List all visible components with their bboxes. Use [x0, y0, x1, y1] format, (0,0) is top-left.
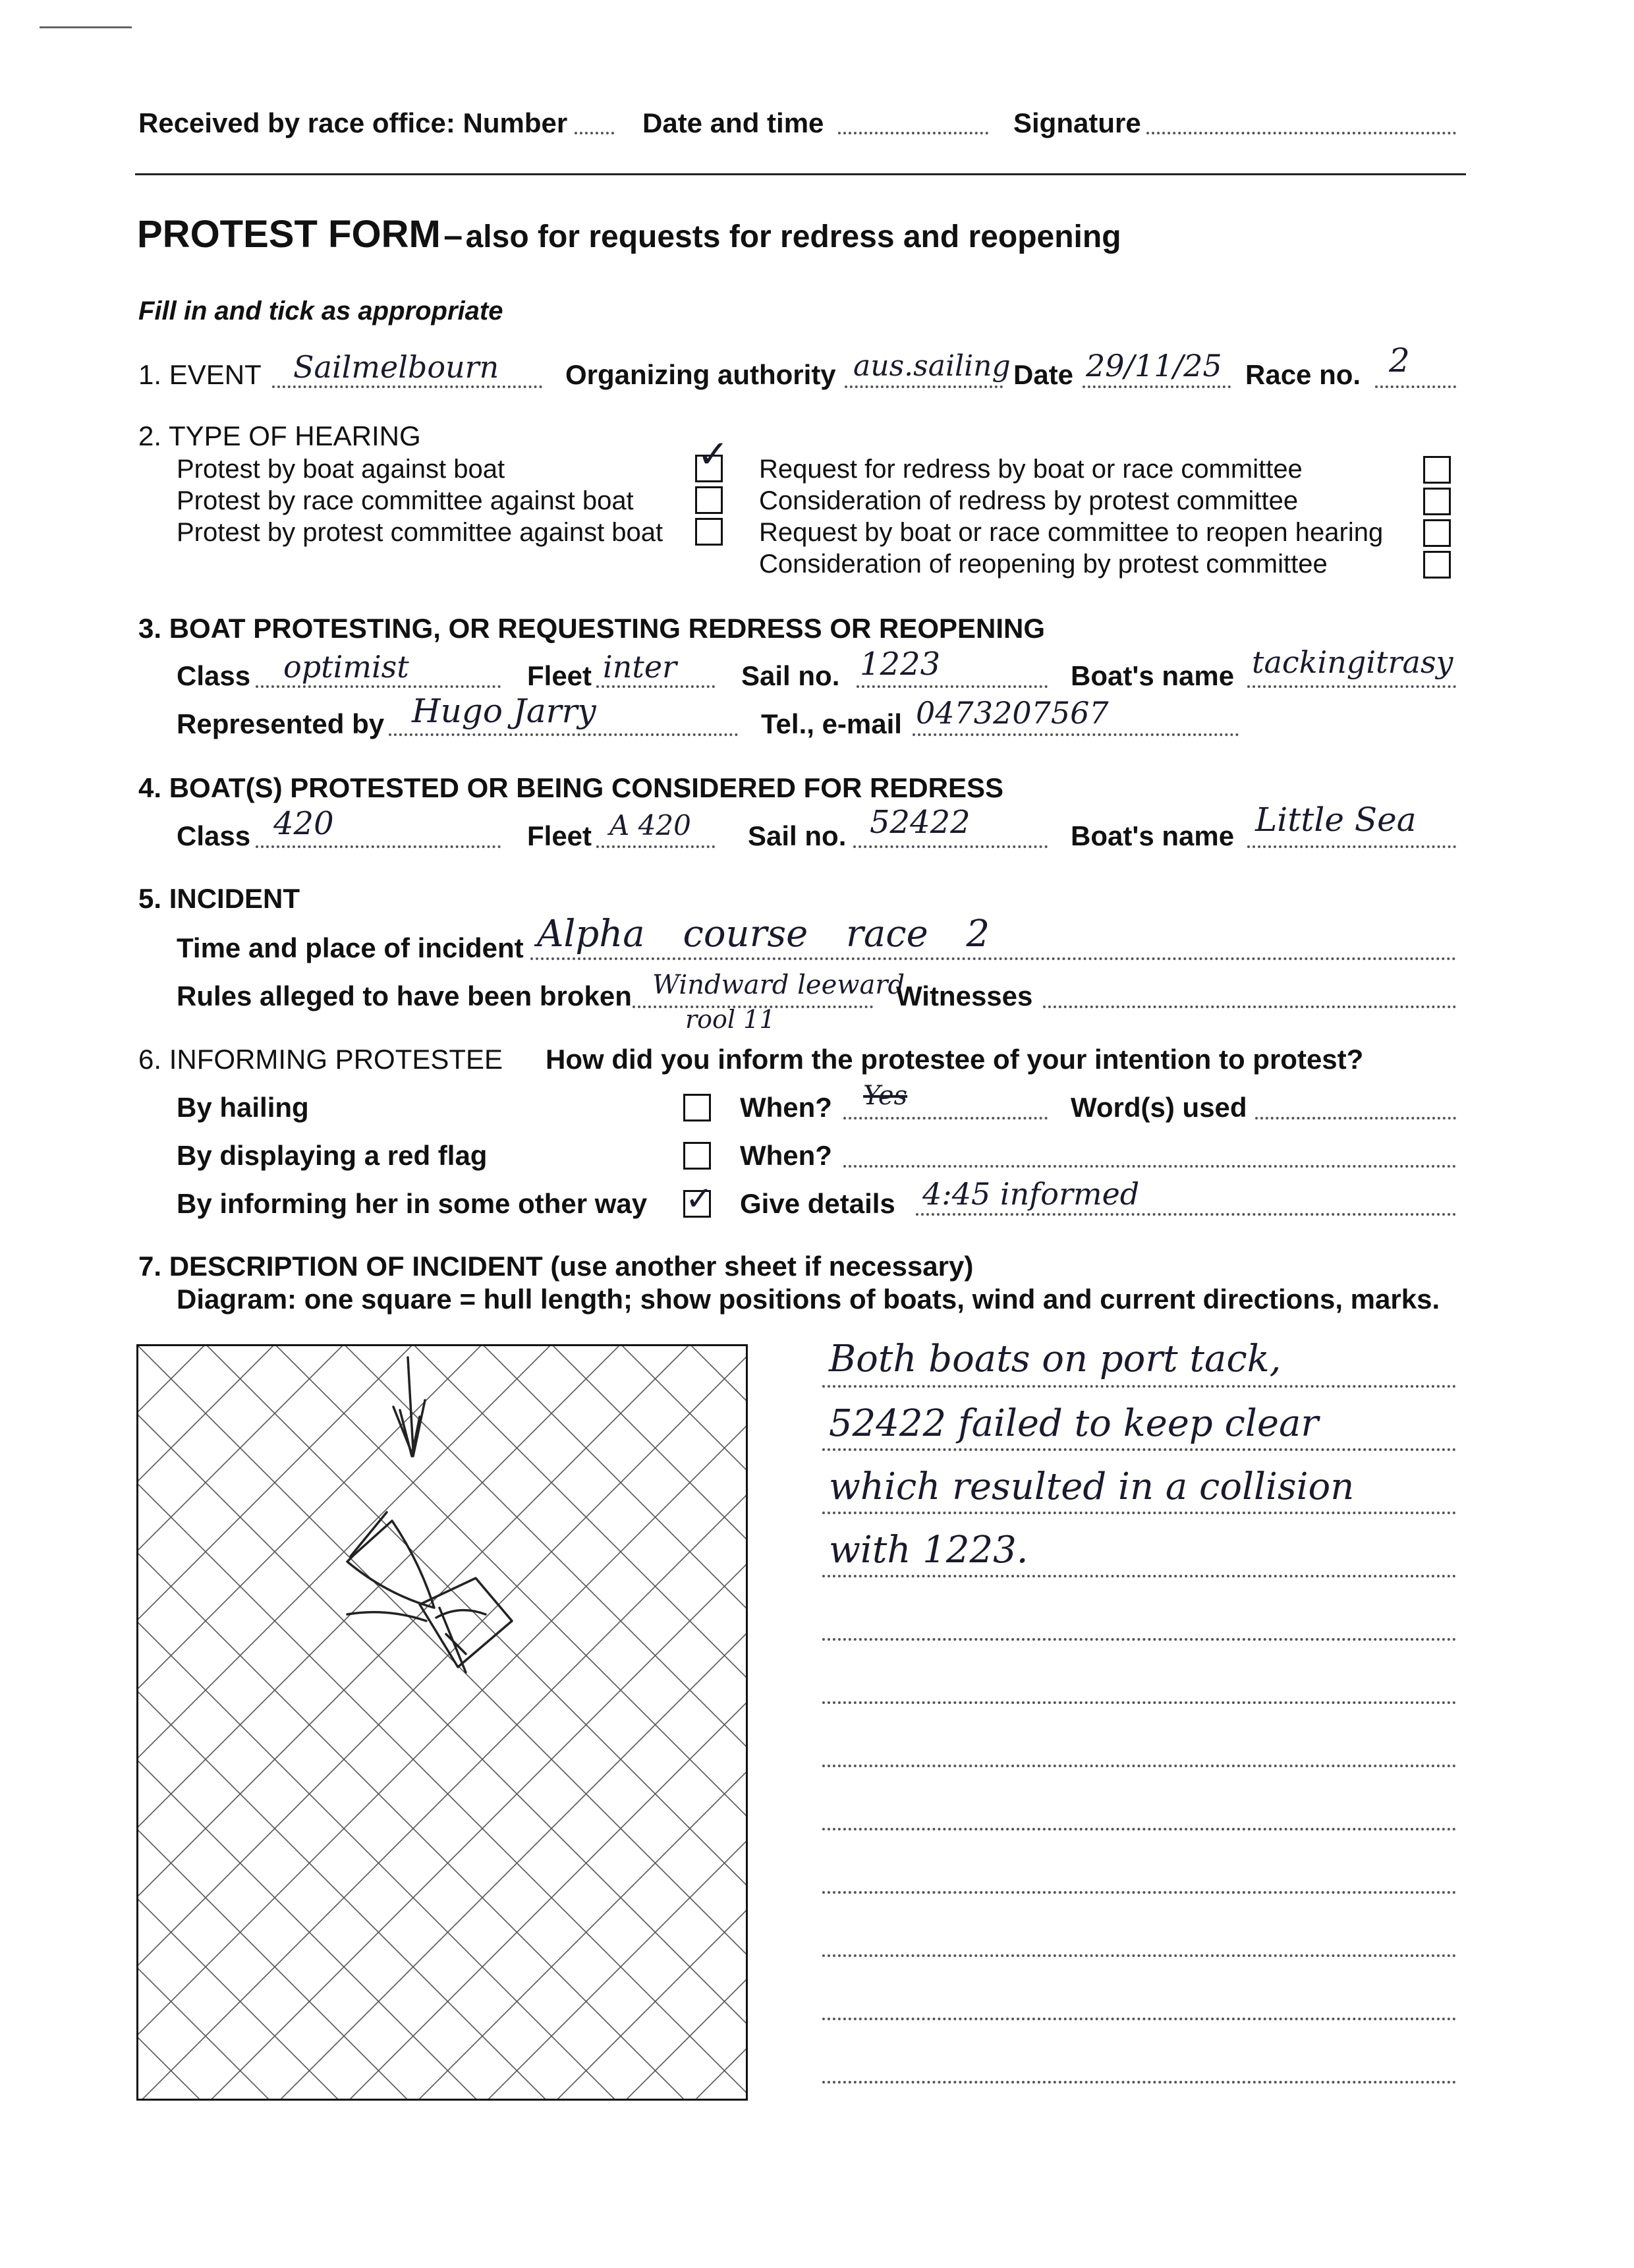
form-title-dash: –	[443, 217, 463, 255]
s5-rules-value-2: rool 11	[685, 1005, 775, 1034]
s5-witness-label: Witnesses	[896, 980, 1033, 1011]
s6-when2-label: When?	[740, 1140, 832, 1171]
s5-time-field[interactable]	[530, 957, 1456, 960]
s6-words-label: Word(s) used	[1071, 1092, 1247, 1123]
s2-heading: 2. TYPE OF HEARING	[138, 420, 421, 451]
s4-name-value: Little Sea	[1255, 801, 1417, 839]
s7-sub: Diagram: one square = hull length; show positions of boats, wind and current directions, marks.	[177, 1284, 1440, 1315]
form-title-sub: also for requests for redress and reopening	[465, 219, 1121, 254]
date-time-field[interactable]	[838, 132, 988, 134]
description-line	[822, 1704, 1456, 1767]
s6-other-label: By informing her in some other way	[177, 1188, 648, 1219]
type-right-0: Request for redress by boat or race committee	[759, 455, 1303, 484]
description-line	[822, 1514, 1456, 1577]
s5-rules-value: Windward leeward	[652, 970, 905, 1000]
description-line	[822, 1830, 1456, 1894]
description-line	[822, 1767, 1456, 1830]
s4-heading: 4. BOAT(S) PROTESTED OR BEING CONSIDERED FOR REDRESS	[138, 772, 1004, 803]
s3-tel-value: 0473207567	[916, 695, 1109, 731]
received-label: Received by race office: Number	[138, 107, 568, 138]
description-line	[822, 1451, 1456, 1514]
type-right-checkbox-1[interactable]	[1423, 488, 1451, 515]
s5-witness-field[interactable]	[1043, 1006, 1456, 1008]
s4-fleet-value: A 420	[609, 809, 691, 841]
type-left-checkbox-2[interactable]	[695, 518, 723, 546]
form-title-main: PROTEST FORM	[137, 213, 441, 256]
s5-time-label: Time and place of incident	[177, 932, 524, 963]
org-value: aus.sailing	[853, 349, 1011, 383]
s6-words-field[interactable]	[1255, 1117, 1456, 1120]
description-area[interactable]	[822, 1324, 1456, 2082]
org-field[interactable]	[845, 385, 1003, 388]
s3-name-field[interactable]	[1247, 685, 1456, 688]
s6-when-label: When?	[740, 1092, 832, 1123]
s3-sail-label: Sail no.	[741, 660, 840, 691]
description-text: which resulted in a collision	[829, 1465, 1355, 1508]
s3-rep-value: Hugo Jarry	[412, 692, 596, 730]
s3-rep-label: Represented by	[177, 708, 385, 739]
s3-rep-field[interactable]	[389, 733, 738, 736]
s4-class-label: Class	[177, 820, 251, 851]
org-label: Organizing authority	[565, 359, 836, 390]
race-value: 2	[1389, 341, 1410, 380]
type-right-checkbox-0[interactable]	[1423, 456, 1451, 484]
type-right-2: Request by boat or race committee to reopen hearing	[759, 518, 1384, 547]
s6-when-field[interactable]	[843, 1117, 1048, 1120]
s3-tel-label: Tel., e-mail	[761, 708, 902, 739]
instruction: Fill in and tick as appropriate	[138, 297, 503, 326]
diagram-svg	[136, 1344, 748, 2101]
race-label: Race no.	[1245, 359, 1361, 390]
s3-name-value: tackingitrasy	[1252, 644, 1453, 680]
event-value: Sailmelbourn	[293, 349, 499, 385]
s6-question: How did you inform the protestee of your intention to protest?	[546, 1044, 1364, 1075]
date-time-label: Date and time	[642, 107, 824, 138]
type-left-2: Protest by protest committee against boat	[177, 518, 663, 547]
date-value: 29/11/25	[1086, 348, 1222, 383]
description-text: with 1223.	[829, 1529, 1028, 1572]
race-field[interactable]	[1375, 385, 1456, 388]
event-label: 1. EVENT	[138, 359, 262, 390]
s4-sail-label: Sail no.	[748, 820, 847, 851]
s3-name-label: Boat's name	[1071, 660, 1235, 691]
s6-when2-field[interactable]	[843, 1165, 1456, 1168]
s4-sail-field[interactable]	[853, 845, 1048, 848]
s6-when-value: Yes	[863, 1081, 908, 1111]
s5-heading: 5. INCIDENT	[138, 883, 300, 914]
s6-other-checkmark: ✓	[685, 1179, 713, 1218]
header-divider	[135, 173, 1466, 175]
incident-diagram[interactable]	[136, 1344, 748, 2101]
s3-heading: 3. BOAT PROTESTING, OR REQUESTING REDRESS OR REOPENING	[138, 613, 1046, 644]
s3-class-value: optimist	[283, 649, 409, 685]
type-right-checkbox-3[interactable]	[1423, 551, 1451, 579]
signature-label: Signature	[1013, 107, 1141, 138]
description-line	[822, 1324, 1456, 1388]
description-text: Both boats on port tack,	[829, 1338, 1282, 1380]
s6-details-value: 4:45 informed	[922, 1176, 1140, 1212]
s6-heading: 6. INFORMING PROTESTEE	[138, 1044, 503, 1075]
type-left-1: Protest by race committee against boat	[177, 486, 634, 515]
description-line	[822, 1641, 1456, 1704]
s3-class-field[interactable]	[256, 685, 501, 688]
s5-rules-label: Rules alleged to have been broken	[177, 980, 632, 1011]
scan-mark	[40, 26, 132, 28]
s6-hail-checkbox[interactable]	[683, 1094, 711, 1121]
description-line	[822, 2020, 1456, 2084]
s4-class-value: 420	[273, 805, 334, 842]
description-line	[822, 1957, 1456, 2020]
number-field[interactable]	[575, 132, 614, 134]
s6-details-label: Give details	[740, 1188, 895, 1219]
s5-time-value: Alpha course race 2	[537, 913, 990, 955]
description-text: 52422 failed to keep clear	[829, 1402, 1319, 1445]
s7-heading: 7. DESCRIPTION OF INCIDENT (use another sheet if necessary)	[138, 1251, 974, 1282]
s3-fleet-field[interactable]	[596, 685, 715, 688]
s3-fleet-value: inter	[603, 649, 677, 685]
s4-sail-value: 52422	[870, 804, 971, 841]
s4-fleet-label: Fleet	[527, 820, 592, 851]
form-title	[137, 212, 1121, 256]
s3-sail-value: 1223	[860, 646, 941, 683]
description-line	[822, 1388, 1456, 1451]
s3-sail-field[interactable]	[857, 685, 1048, 688]
type-left-checkmark-0: ✓	[697, 432, 729, 476]
signature-field[interactable]	[1146, 132, 1456, 134]
type-left-checkbox-1[interactable]	[695, 486, 723, 514]
type-right-3: Consideration of reopening by protest committee	[759, 550, 1328, 579]
type-right-1: Consideration of redress by protest committee	[759, 486, 1299, 515]
s4-fleet-field[interactable]	[596, 845, 715, 848]
event-field[interactable]	[272, 385, 542, 388]
s3-class-label: Class	[177, 660, 251, 691]
s6-flag-checkbox[interactable]	[683, 1142, 711, 1170]
s4-name-label: Boat's name	[1071, 820, 1235, 851]
date-label: Date	[1013, 359, 1074, 390]
s6-flag-label: By displaying a red flag	[177, 1140, 488, 1171]
date-field[interactable]	[1083, 385, 1231, 388]
s3-tel-field[interactable]	[913, 733, 1239, 736]
s4-class-field[interactable]	[256, 845, 501, 848]
description-line	[822, 1577, 1456, 1641]
diagram-grid	[136, 1344, 748, 2101]
s6-details-field[interactable]	[916, 1213, 1456, 1216]
description-line	[822, 1894, 1456, 1957]
type-right-checkbox-2[interactable]	[1423, 519, 1451, 547]
s6-hail-label: By hailing	[177, 1092, 309, 1123]
s4-name-field[interactable]	[1247, 845, 1456, 848]
s3-fleet-label: Fleet	[527, 660, 592, 691]
type-left-0: Protest by boat against boat	[177, 455, 505, 484]
